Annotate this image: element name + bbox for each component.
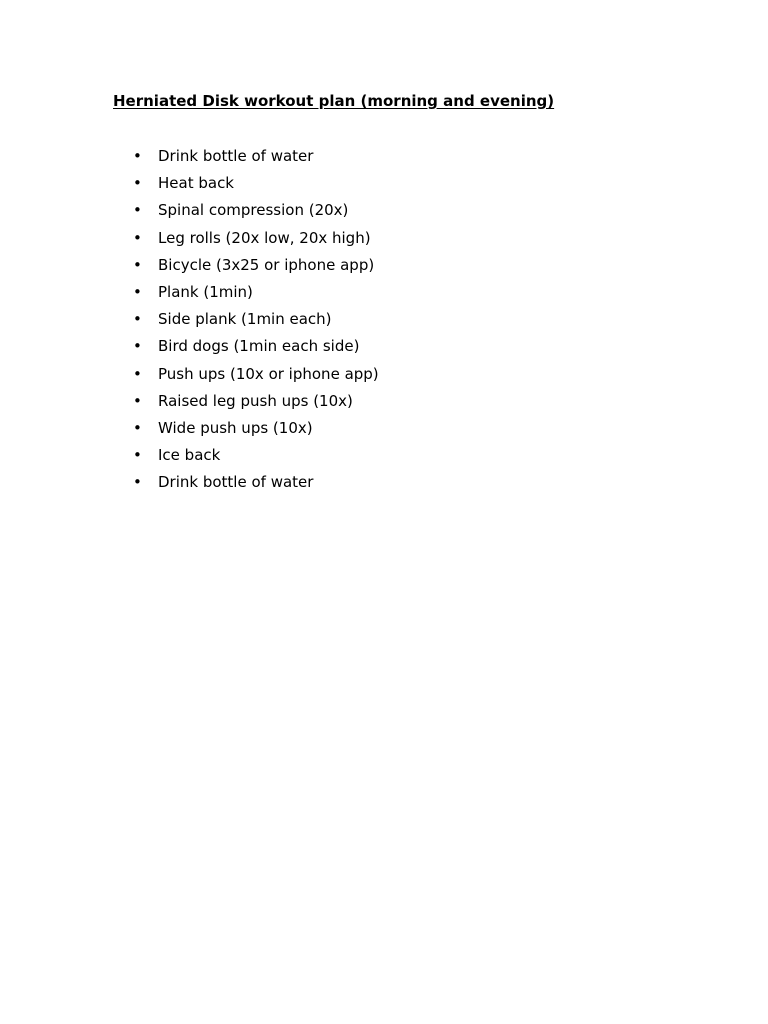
list-item-text: Spinal compression (20x) [158,201,349,220]
list-item-text: Side plank (1min each) [158,310,332,329]
list-item-text: Bird dogs (1min each side) [158,337,360,356]
bullet-icon: • [133,174,142,193]
document-title: Herniated Disk workout plan (morning and evening) [113,92,555,110]
list-item-text: Plank (1min) [158,282,253,301]
bullet-icon: • [133,391,142,410]
bullet-icon: • [133,446,142,465]
bullet-icon: • [133,337,142,356]
bullet-icon: • [133,255,142,274]
list-item-text: Drink bottle of water [158,473,314,492]
list-item-text: Push ups (10x or iphone app) [158,364,379,383]
bullet-icon: • [133,418,142,437]
list-item-text: Leg rolls (20x low, 20x high) [158,228,371,247]
list-item-text: Ice back [158,446,221,465]
list-item-text: Drink bottle of water [158,147,314,165]
list-item-text: Raised leg push ups (10x) [158,391,353,410]
bullet-icon: • [133,364,142,383]
bullet-icon: • [133,147,142,165]
bullet-icon: • [133,282,142,301]
bullet-icon: • [133,228,142,247]
bullet-icon: • [133,201,142,220]
list-item-text: Wide push ups (10x) [158,418,313,437]
list-item-text: Heat back [158,174,234,193]
list-item-text: Bicycle (3x25 or iphone app) [158,255,375,274]
bullet-icon: • [133,473,142,492]
bullet-icon: • [133,310,142,329]
